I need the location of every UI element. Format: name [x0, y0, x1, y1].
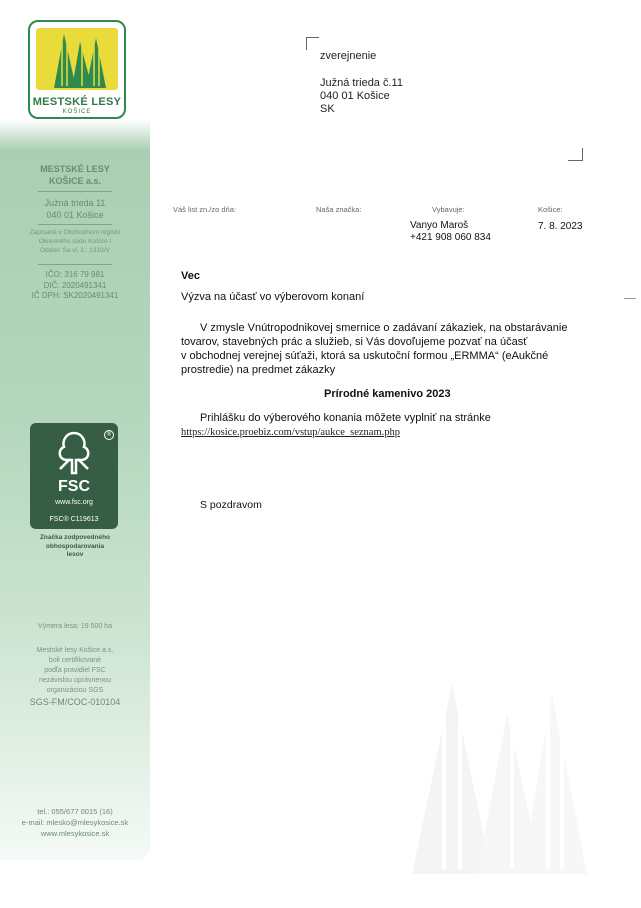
cert-line2: boli certifikované — [48, 657, 102, 664]
recipient-line1: zverejnenie — [320, 50, 377, 62]
dic: DIČ: 2020491341 — [43, 280, 107, 290]
logo-watermark — [382, 654, 592, 874]
subject-label: Vec — [181, 270, 200, 282]
cert-line3: podľa pravidiel FSC — [44, 667, 106, 674]
phone: tel.: 055/677 0015 (16) — [37, 807, 113, 816]
cert-line1: Mestské lesy Košice a.s. — [36, 647, 114, 654]
address-corner-mark — [306, 37, 319, 50]
org-name-line1: MESTSKÉ LESY — [40, 164, 110, 174]
org-address — [0, 197, 150, 221]
fsc-name: FSC — [58, 478, 90, 495]
paragraph1-line3: v obchodnej verejnej súťaži, ktorá sa uskutoční formou „ERMMA“ (eAukčné — [181, 350, 549, 362]
ic-dph: IČ DPH: SK2020491341 — [31, 291, 119, 300]
contact-info — [0, 806, 150, 839]
email: e-mail: mlesko@mlesykosice.sk — [21, 818, 129, 827]
sidebar-divider — [38, 191, 112, 192]
paragraph1-line4: prostredie) na predmet zákazky — [181, 364, 336, 376]
logo-name: MESTSKÉ LESY — [32, 96, 122, 108]
registration-line3: Oddiel: Sa vl. č.: 1310/V — [40, 247, 110, 254]
logo-emblem — [36, 28, 118, 90]
cert-line5: organizáciou SGS — [46, 687, 104, 694]
our-reference-label: Naša značka: — [316, 205, 362, 214]
address-corner-mark — [568, 148, 583, 161]
auction-link[interactable]: https://kosice.proebiz.com/vstup/aukce_seznam.php — [181, 427, 400, 438]
ico: IČO: 316 79 981 — [45, 270, 105, 279]
paragraph1-line1: V zmysle Vnútropodnikovej smernice o zadávaní zákaziek, na obstarávanie — [200, 322, 568, 334]
company-ids — [0, 270, 150, 302]
registered-mark-icon: ® — [104, 430, 114, 440]
fsc-caption-line1: Značka zodpovedného — [39, 534, 111, 541]
company-logo — [28, 20, 126, 119]
fsc-code: FSC® C119613 — [49, 516, 99, 523]
handled-by-label: Vybavuje: — [432, 205, 465, 214]
sidebar-divider — [38, 264, 112, 265]
closing: S pozdravom — [200, 499, 262, 511]
certification-note — [0, 646, 150, 696]
tender-item: Prírodné kamenivo 2023 — [324, 388, 451, 400]
org-address-line2: 040 01 Košice — [46, 210, 104, 220]
your-letter-label: Váš list zn./zo dňa: — [173, 205, 236, 214]
fold-mark — [624, 298, 636, 299]
subject: Výzva na účasť vo výberovom konaní — [181, 291, 365, 303]
letter-date: 7. 8. 2023 — [538, 221, 583, 232]
fsc-url: www.fsc.org — [55, 499, 93, 506]
handled-by-phone: +421 908 060 834 — [410, 232, 491, 243]
fsc-caption — [0, 534, 150, 560]
org-name-line2: KOŠICE a.s. — [48, 176, 102, 186]
website: www.mlesykosice.sk — [40, 829, 110, 838]
paragraph1-line2: tovarov, stavebných prác a služieb, si Vás dovoľujeme pozvať na účasť — [181, 336, 528, 348]
org-address-line1: Južná trieda 11 — [44, 198, 106, 208]
logo-subtitle: KOŠICE — [62, 109, 92, 115]
fsc-caption-line3: lesov — [66, 551, 84, 558]
registration-line2: Okresného súdu Košice I — [38, 238, 112, 245]
recipient-line2: Južná trieda č.11 — [320, 77, 403, 89]
org-name — [0, 163, 150, 187]
forest-area: Výmera lesa: 19 500 ha — [38, 623, 112, 630]
fsc-badge — [30, 423, 118, 529]
cert-line4: nezávislou oprávnenou — [39, 677, 111, 684]
fsc-tree-icon — [54, 429, 94, 477]
recipient-line4: SK — [320, 103, 335, 115]
registration-line1: Zapísaná v Obchodnom registri — [29, 229, 121, 236]
place-label: Košice: — [538, 205, 563, 214]
recipient-line3: 040 01 Košice — [320, 90, 390, 102]
certificate-number: SGS-FM/COC-010104 — [29, 697, 121, 707]
handled-by-name: Vanyo Maroš — [410, 220, 469, 231]
fsc-caption-line2: obhospodarovania — [45, 542, 105, 550]
registration-info — [0, 228, 150, 255]
paragraph2: Prihlášku do výberového konania môžete vyplniť na stránke — [200, 412, 491, 424]
company-sidebar — [0, 0, 150, 860]
sidebar-divider — [38, 224, 112, 225]
